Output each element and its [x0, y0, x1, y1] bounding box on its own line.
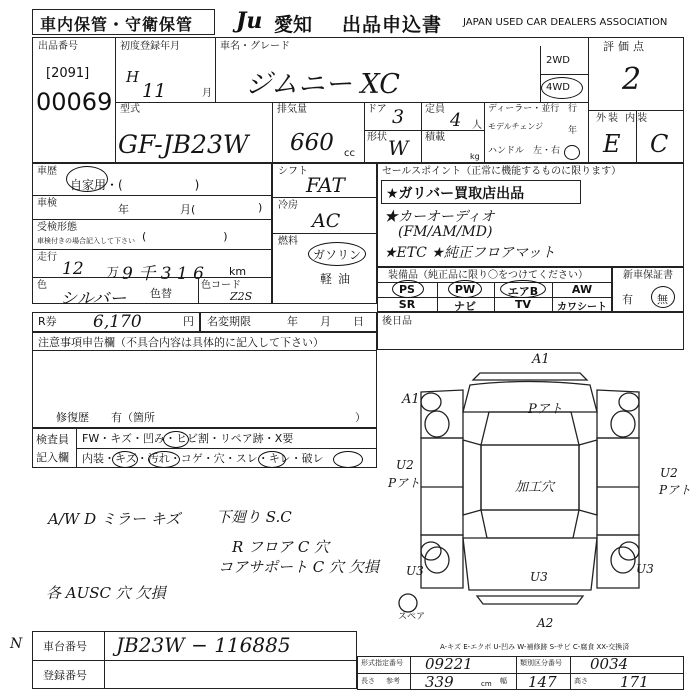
registration-era: H — [126, 68, 140, 86]
equip-leather: カワシート — [557, 302, 607, 313]
sales-banner: ★ガリバー買取店出品 — [386, 186, 525, 202]
inspector-row2: 内装・キズ・汚れ・コゲ・穴・スレ・キレ・破レ — [82, 452, 324, 465]
car-name-label: 車名・グレード — [220, 41, 290, 52]
inspection-year: 年 — [118, 203, 129, 216]
type-designation-label: 形式指定番号 — [361, 659, 403, 667]
mileage-man: 12 — [62, 259, 84, 279]
equip-aw: AW — [571, 283, 593, 296]
capacity-unit: 人 — [472, 120, 482, 131]
inspection-month: 月( — [180, 203, 196, 216]
mark-u2-left: U2 — [396, 458, 414, 472]
shift-label: シフト — [278, 166, 308, 177]
color-label: 色 — [37, 280, 47, 291]
cooling-label: 冷房 — [278, 200, 298, 211]
right-hand-circle — [564, 145, 580, 160]
name-change-label: 名変期限 — [207, 315, 251, 328]
interior-scratch-circle — [112, 451, 138, 468]
warranty-label: 新車保証書 — [623, 270, 673, 281]
note-5: 各 AUSC 穴 欠損 — [46, 584, 166, 602]
equip-tv: TV — [514, 298, 532, 311]
registration-month-unit: 月 — [202, 88, 212, 99]
model-change-label: モデルチェンジ — [488, 122, 544, 131]
load-unit: kg — [470, 152, 480, 161]
dealer-check2: 年 — [568, 126, 578, 136]
org-name: 愛知 — [274, 14, 313, 36]
warranty-no-circle — [651, 286, 675, 308]
acceptance-note: 車検付きの場合記入して下さい — [37, 237, 135, 245]
spare-label: スペア — [398, 612, 426, 622]
equip-sr: SR — [398, 298, 416, 311]
lot-label: 出品番号 — [38, 41, 78, 52]
mark-p-left: Pアト — [388, 476, 421, 490]
repair-history: 修復歴 有（箇所 — [56, 411, 155, 424]
mileage-unit: km — [229, 265, 247, 278]
color-value: シルバー — [60, 289, 127, 309]
car-name-value: ジムニー XC — [245, 69, 400, 100]
damage-legend: A-キズ E-エクボ U-凹み W-補修跡 S-サビ C-腐食 XX-交換済 — [440, 643, 630, 651]
rear-items-block — [377, 312, 684, 350]
history-label: 車歴 — [37, 166, 57, 177]
lot-number: 00069 — [36, 88, 113, 116]
capacity-value: 4 — [450, 110, 462, 131]
handle-lr: 左・右 — [533, 146, 561, 156]
notes-label: 注意事項申告欄（不具合内容は具体的に記入して下さい） — [38, 336, 324, 349]
fuel-gasoline: ガソリン — [313, 248, 362, 262]
drive-4wd-circle — [541, 77, 583, 99]
interior-grade: C — [650, 130, 669, 158]
exterior-grade: E — [603, 130, 621, 158]
repair-close: ） — [355, 411, 366, 424]
shape-value: W — [388, 136, 409, 160]
equip-ps: PS — [399, 283, 415, 296]
registration-year: 11 — [142, 80, 167, 102]
mark-a1-left: A1 — [402, 392, 420, 407]
chassis-label: 車台番号 — [43, 640, 87, 653]
sales-points-label: セールスポイント（正常に機能するものに限ります） — [382, 166, 622, 177]
ext-int-label: 外装 内装 — [596, 113, 650, 124]
displacement-label: 排気量 — [277, 104, 307, 115]
inspection-end: ) — [258, 201, 263, 214]
mark-a1-front: A1 — [532, 352, 550, 367]
name-change-month: 月 — [320, 315, 331, 328]
mark-processing-hole: 加工穴 — [515, 480, 555, 495]
mark-u3-left: U3 — [406, 564, 424, 578]
mark-a2-rear: A2 — [537, 616, 554, 630]
form-title: 出品申込書 — [342, 14, 443, 36]
width-label: 幅 — [500, 677, 507, 685]
acceptance-paren: ( ) — [142, 230, 228, 243]
doors-label: ドア — [367, 104, 387, 115]
margin-mark: N — [10, 636, 23, 652]
note-2: 下廻り S.C — [216, 508, 292, 526]
grade-label: 評価点 — [603, 40, 648, 53]
interior-tear-circle — [333, 451, 363, 468]
color-code: Z2S — [230, 290, 253, 303]
width-value: 147 — [528, 673, 557, 691]
reg-no-label: 登録番号 — [43, 669, 87, 682]
acceptance-label: 受検形態 — [37, 222, 77, 233]
warranty-no: 無 — [657, 293, 668, 306]
model-value: GF-JB23W — [118, 130, 249, 159]
sales-line1: ★カーオーディオ — [384, 209, 495, 225]
dealer-label: ディーラー・並行 — [488, 104, 560, 114]
dent-circle — [163, 431, 189, 448]
color-code-label: 色コード — [201, 280, 241, 291]
height-label: 高さ — [574, 677, 588, 685]
note-4: コアサポート C 穴 欠損 — [218, 558, 379, 576]
equip-pw: PW — [454, 283, 476, 296]
displacement-value: 660 — [290, 130, 334, 156]
gasoline-circle — [308, 242, 366, 266]
length-unit: cm — [481, 680, 492, 688]
rear-items-label: 後日品 — [382, 316, 412, 327]
mark-p-front: Pアト — [528, 402, 563, 417]
capacity-label: 定員 — [425, 104, 445, 115]
airbag-circle — [500, 280, 546, 298]
fuel-label: 燃料 — [278, 236, 298, 247]
chassis-value: JB23W − 116885 — [116, 633, 291, 657]
recycle-value: 6,170 — [93, 312, 142, 332]
recycle-label: R券 — [38, 315, 57, 328]
fuel-diesel: 軽油 — [320, 272, 357, 286]
history-options: 自家用・( ) — [70, 178, 200, 192]
mark-p-right: Pアト — [659, 483, 692, 497]
private-use-circle — [66, 166, 108, 192]
class-value: 0034 — [590, 655, 629, 673]
color-change-label: 色替 — [150, 287, 172, 300]
sales-line2: (FM/AM/MD) — [398, 224, 493, 240]
shape-label: 形状 — [367, 132, 387, 143]
handle-label: ハンドル — [488, 146, 525, 156]
length-value: 339 — [425, 673, 454, 691]
shift-value: FAT — [306, 173, 345, 197]
equipment-label: 装備品（純正品に限り〇をつけてください） — [388, 270, 588, 281]
mileage-digits: 9 千 3 1 6 — [122, 264, 204, 284]
storage-label: 車内保管・守衛保管 — [40, 15, 194, 34]
warranty-yes: 有 — [622, 293, 633, 306]
recycle-unit: 円 — [183, 315, 194, 328]
mark-u2-right: U2 — [660, 466, 678, 480]
drive-4wd: 4WD — [546, 82, 570, 93]
lot-sub: [2091] — [46, 66, 90, 81]
class-label: 類別区分番号 — [520, 659, 562, 667]
inspector-label2: 記入欄 — [36, 451, 69, 464]
reference-label: 参考 — [386, 677, 400, 685]
length-label: 長さ — [361, 677, 375, 685]
doors-value: 3 — [392, 106, 405, 128]
inspector-label1: 検査員 — [36, 433, 69, 446]
mileage-label: 走行 — [37, 252, 57, 263]
name-change-year: 年 — [287, 315, 298, 328]
mark-u3-right: U3 — [636, 562, 654, 576]
inspector-row1: FW・キズ・凹み・ヒビ割・リペア跡・X要 — [82, 432, 294, 445]
sales-line3: ★ETC ★純正フロアマット — [384, 245, 556, 261]
association-name: JAPAN USED CAR DEALERS ASSOCIATION — [463, 17, 668, 28]
mileage-man-unit: 万 — [107, 265, 120, 279]
load-label: 積載 — [425, 132, 445, 143]
note-1: A/W D ミラー キズ — [48, 510, 181, 528]
inspection-label: 車検 — [37, 198, 57, 209]
ps-circle — [392, 280, 424, 298]
height-value: 171 — [620, 673, 649, 691]
note-3: R フロア C 穴 — [232, 538, 330, 556]
mark-u3-rear: U3 — [530, 570, 548, 584]
name-change-day: 日 — [353, 315, 364, 328]
equip-airbag: エアB — [507, 285, 539, 298]
equip-navi: ナビ — [454, 300, 476, 313]
drive-2wd: 2WD — [546, 55, 570, 66]
cooling-value: AC — [312, 210, 341, 232]
interior-wear-circle — [258, 451, 286, 468]
type-designation-value: 09221 — [425, 655, 473, 673]
ju-logo: Ju — [236, 8, 263, 34]
grade-value: 2 — [622, 62, 642, 97]
displacement-unit: cc — [344, 148, 355, 159]
pw-circle — [448, 280, 482, 298]
dealer-check1: 行 — [568, 104, 578, 114]
interior-dirt-circle — [148, 451, 180, 468]
registration-label: 初度登録年月 — [120, 41, 180, 52]
model-label: 型式 — [120, 104, 140, 115]
